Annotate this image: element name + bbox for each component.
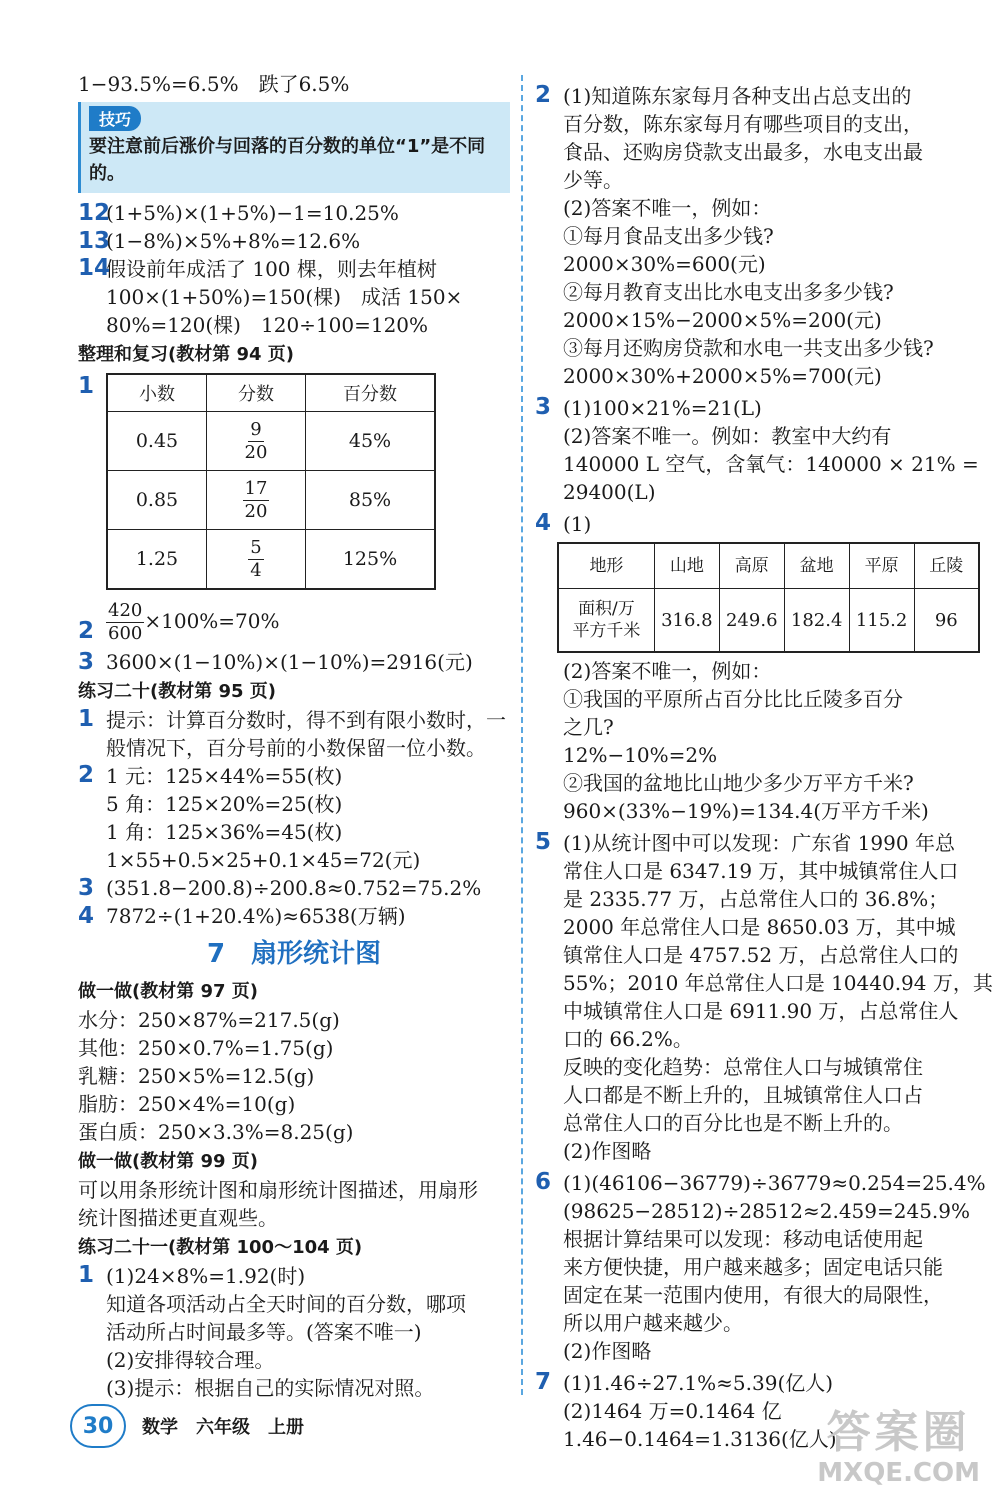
column-divider xyxy=(521,75,523,1395)
question-number: 3 xyxy=(78,649,95,675)
section-heading: 练习二十一(教材第 100～104 页) xyxy=(78,1237,363,1258)
answer-line: 百分数，陈东家每月有哪些项目的支出， xyxy=(563,112,923,136)
watermark-domain: MXQE.COM xyxy=(817,1458,980,1488)
question-13 xyxy=(78,227,510,255)
answer-line: 140000 L 空气，含氧气：140000 × 21% = xyxy=(563,452,979,476)
table-header: 小数 xyxy=(107,374,207,412)
answer-line: 镇常住人口是 4757.52 万，占总常住人口的 xyxy=(563,943,959,967)
table-row xyxy=(558,589,979,653)
answer-text: (1+5%)×(1+5%)−1=10.25% xyxy=(106,201,399,225)
answer-line: (3)提示：根据自己的实际情况对照。 xyxy=(106,1376,435,1400)
question-number: 13 xyxy=(78,228,111,254)
section-heading: 练习二十(教材第 95 页) xyxy=(78,681,277,702)
table-row xyxy=(107,471,435,530)
table-cell: 96 xyxy=(914,589,979,653)
answer-line: 假设前年成活了 100 棵，则去年植树 xyxy=(106,257,437,281)
answer-line: 100×(1+50%)=150(棵) 成活 150× xyxy=(106,285,463,309)
tip-text: 要注意前后涨价与回落的百分数的单位“1”是不同的。 xyxy=(89,136,486,184)
answer-line: 固定在某一范围内使用，有很大的局限性， xyxy=(563,1283,943,1307)
table-cell: 115.2 xyxy=(849,589,914,653)
table-cell: 125% xyxy=(306,530,436,590)
answer-line: 活动所占时间最多等。(答案不唯一) xyxy=(106,1320,422,1344)
answer-line: (2)作图略 xyxy=(563,1339,652,1363)
answer-line: 般情况下，百分号前的小数保留一位小数。 xyxy=(106,736,486,760)
question-number: 7 xyxy=(535,1369,552,1395)
question-number: 1 xyxy=(78,373,95,399)
question-number: 3 xyxy=(78,875,95,901)
table-cell: 316.8 xyxy=(654,589,719,653)
answer-line: 1×55+0.5×25+0.1×45=72(元) xyxy=(106,848,421,872)
question-number: 3 xyxy=(535,394,552,420)
left-column xyxy=(78,70,510,1402)
right-question-4 xyxy=(535,510,980,538)
answer-line: (2)答案不唯一，例如： xyxy=(563,196,772,220)
answer-line: (1)(46106−36779)÷36779≈0.254=25.4% xyxy=(563,1171,986,1195)
denominator: 20 xyxy=(244,500,268,522)
table-header: 丘陵 xyxy=(914,543,979,589)
question-12 xyxy=(78,199,510,227)
answer-line: 少等。 xyxy=(563,168,623,192)
answer-line: 1−93.5%=6.5% 跌了6.5% xyxy=(78,72,350,96)
answer-line: (2)1464 万=0.1464 亿 xyxy=(563,1399,782,1423)
question-number: 2 xyxy=(78,618,95,644)
answer-line: ③每月还购房贷款和水电一共支出多少钱? xyxy=(563,336,934,360)
answer-text: (1−8%)×5%+8%=12.6% xyxy=(106,229,361,253)
table-cell: 45% xyxy=(306,412,436,471)
table-cell: 249.6 xyxy=(719,589,784,653)
answer-line: 人口都是不断上升的，且城镇常住人口占 xyxy=(563,1083,923,1107)
answer-line: 统计图描述更直观些。 xyxy=(78,1206,278,1230)
row-label xyxy=(558,589,654,653)
answer-line: (2)作图略 xyxy=(563,1139,652,1163)
answer-text: ×100%=70% xyxy=(144,609,280,633)
answer-line: 960×(33%−19%)=134.4(万平方千米) xyxy=(563,799,929,823)
table-header: 地形 xyxy=(558,543,654,589)
answer-line: 2000×15%−2000×5%=200(元) xyxy=(563,308,882,332)
answer-line: (1)知道陈东家每月各种支出占总支出的 xyxy=(563,84,912,108)
answer-line: 常住人口是 6347.19 万，其中城镇常住人口 xyxy=(563,859,959,883)
answer-line: 其他：250×0.7%=1.75(g) xyxy=(78,1036,334,1060)
table-cell xyxy=(207,530,306,590)
practice-1 xyxy=(78,706,510,762)
question-number: 1 xyxy=(78,1262,95,1288)
answer-line: 水分：250×87%=217.5(g) xyxy=(78,1008,340,1032)
answer-line: 蛋白质：250×3.3%=8.25(g) xyxy=(78,1120,354,1144)
answer-text: 3600×(1−10%)×(1−10%)=2916(元) xyxy=(106,650,473,674)
right-question-6 xyxy=(535,1169,986,1365)
question-3 xyxy=(78,648,510,676)
denominator: 20 xyxy=(244,441,268,463)
practice-3 xyxy=(78,874,510,902)
answer-line: 是 2335.77 万，占总常住人口的 36.8%； xyxy=(563,887,949,911)
question-number: 6 xyxy=(535,1169,552,1195)
question-14 xyxy=(78,255,510,339)
table-header: 平原 xyxy=(849,543,914,589)
answer-line: (2)答案不唯一。例如：教室中大约有 xyxy=(563,424,892,448)
answer-line: (1)100×21%=21(L) xyxy=(563,396,762,420)
right-question-5 xyxy=(535,829,993,1165)
question-number: 4 xyxy=(535,510,552,536)
right-question-4-part2 xyxy=(535,657,980,825)
table-cell: 85% xyxy=(306,471,436,530)
tip-box xyxy=(78,102,510,193)
fraction xyxy=(243,478,270,523)
table-cell: 1.25 xyxy=(107,530,207,590)
answer-line: 2000×30%+2000×5%=700(元) xyxy=(563,364,882,388)
row-label-line: 面积/万 xyxy=(578,599,635,619)
table-header: 分数 xyxy=(207,374,306,412)
answer-line: ②每月教育支出比水电支出多多少钱? xyxy=(563,280,894,304)
answer-line: 55%；2010 年总常住人口是 10440.94 万，其 xyxy=(563,971,993,995)
answer-line: 1 元：125×44%=55(枚) xyxy=(106,764,343,788)
question-number: 2 xyxy=(78,762,95,788)
table-row xyxy=(107,412,435,471)
answer-line: 5 角：125×20%=25(枚) xyxy=(106,792,343,816)
answer-line: (1)24×8%=1.92(时) xyxy=(106,1264,306,1288)
answer-line: (1) xyxy=(563,512,592,536)
question-number: 4 xyxy=(78,903,95,929)
watermark-logo-text: 答案圈 xyxy=(826,1407,971,1458)
table-header: 山地 xyxy=(654,543,719,589)
terrain-table xyxy=(557,542,980,653)
chapter-title: 7 扇形统计图 xyxy=(206,939,382,969)
answer-line: 1 角：125×36%=45(枚) xyxy=(106,820,343,844)
practice-4 xyxy=(78,902,510,930)
table-cell: 182.4 xyxy=(784,589,849,653)
table-cell: 0.85 xyxy=(107,471,207,530)
table-header: 盆地 xyxy=(784,543,849,589)
answer-line: 来方便快捷，用户越来越多；固定电话只能 xyxy=(563,1255,943,1279)
right-question-2 xyxy=(535,82,980,390)
numerator: 420 xyxy=(108,600,143,621)
table-header: 百分数 xyxy=(306,374,436,412)
answer-line: ②我国的盆地比山地少多少万平方千米? xyxy=(563,771,914,795)
answer-line: 脂肪：250×4%=10(g) xyxy=(78,1092,296,1116)
practice-2 xyxy=(78,762,510,874)
answer-line: 总常住人口的百分比也是不断上升的。 xyxy=(563,1111,903,1135)
table-row xyxy=(558,543,979,589)
table-cell xyxy=(207,412,306,471)
answer-line: 12%−10%=2% xyxy=(563,743,718,767)
book-title: 数学 六年级 上册 xyxy=(142,1417,304,1438)
denominator: 600 xyxy=(108,623,143,644)
section-heading: 做一做(教材第 97 页) xyxy=(78,981,259,1002)
answer-line: 口的 66.2%。 xyxy=(563,1027,693,1051)
row-label-line: 平方千米 xyxy=(572,621,641,641)
answer-line: ①每月食品支出多少钱? xyxy=(563,224,774,248)
denominator: 4 xyxy=(250,559,262,581)
fraction xyxy=(106,600,144,645)
answer-line: 80%=120(棵) 120÷100=120% xyxy=(106,313,429,337)
answer-line: (98625−28512)÷28512≈2.459=245.9% xyxy=(563,1199,971,1223)
answer-line: 2000 年总常住人口是 8650.03 万，其中城 xyxy=(563,915,956,939)
table-row xyxy=(107,530,435,590)
answer-line: 知道各项活动占全天时间的百分数，哪项 xyxy=(106,1292,466,1316)
question-number: 5 xyxy=(535,829,552,855)
tip-tag: 技巧 xyxy=(89,106,141,131)
answer-text: 7872÷(1+20.4%)≈6538(万辆) xyxy=(106,904,406,928)
numerator: 17 xyxy=(244,477,268,499)
table-cell: 0.45 xyxy=(107,412,207,471)
fraction xyxy=(248,537,263,582)
answer-line: 提示：计算百分数时，得不到有限小数时，一 xyxy=(106,708,506,732)
answer-line: 2000×30%=600(元) xyxy=(563,252,766,276)
fraction xyxy=(245,419,268,464)
answer-line: 可以用条形统计图和扇形统计图描述，用扇形 xyxy=(78,1178,478,1202)
numerator: 5 xyxy=(250,536,262,558)
question-number: 1 xyxy=(78,706,95,732)
right-column xyxy=(535,82,993,1453)
question-number: 12 xyxy=(78,200,111,226)
page-footer xyxy=(70,1402,304,1450)
answer-line: 根据计算结果可以发现：移动电话使用起 xyxy=(563,1227,923,1251)
table-cell xyxy=(207,471,306,530)
section-heading: 做一做(教材第 99 页) xyxy=(78,1151,259,1172)
answer-line: (1)从统计图中可以发现：广东省 1990 年总 xyxy=(563,831,955,855)
answer-line: (2)安排得较合理。 xyxy=(106,1348,275,1372)
right-question-3 xyxy=(535,394,980,506)
answer-line: 29400(L) xyxy=(563,480,656,504)
section-heading: 整理和复习(教材第 94 页) xyxy=(78,344,295,365)
numerator: 9 xyxy=(250,418,262,440)
answer-line: (1)1.46÷27.1%≈5.39(亿人) xyxy=(563,1371,834,1395)
answer-line: 乳糖：250×5%=12.5(g) xyxy=(78,1064,315,1088)
question-number: 2 xyxy=(535,82,552,108)
answer-line: 反映的变化趋势：总常住人口与城镇常住 xyxy=(563,1055,923,1079)
answer-text: (351.8−200.8)÷200.8≈0.752=75.2% xyxy=(106,876,482,900)
question-table-1 xyxy=(78,373,510,590)
answer-line: 食品、还购房贷款支出最多，水电支出最 xyxy=(563,140,923,164)
question-2 xyxy=(78,596,510,648)
answer-line: 之几? xyxy=(563,715,614,739)
exercise-1 xyxy=(78,1262,510,1402)
answer-line: 中城镇常住人口是 6911.90 万，占总常住人 xyxy=(563,999,959,1023)
answer-line: (2)答案不唯一，例如： xyxy=(563,659,772,683)
answer-line: ①我国的平原所占百分比比丘陵多百分 xyxy=(563,687,903,711)
watermark xyxy=(817,1408,980,1488)
answer-line: 1.46−0.1464=1.3136(亿人) xyxy=(563,1427,837,1451)
decimal-fraction-table xyxy=(106,373,436,590)
question-number: 14 xyxy=(78,255,111,281)
table-header: 高原 xyxy=(719,543,784,589)
answer-line: 所以用户越来越少。 xyxy=(563,1311,743,1335)
page-number-badge: 30 xyxy=(70,1404,126,1448)
